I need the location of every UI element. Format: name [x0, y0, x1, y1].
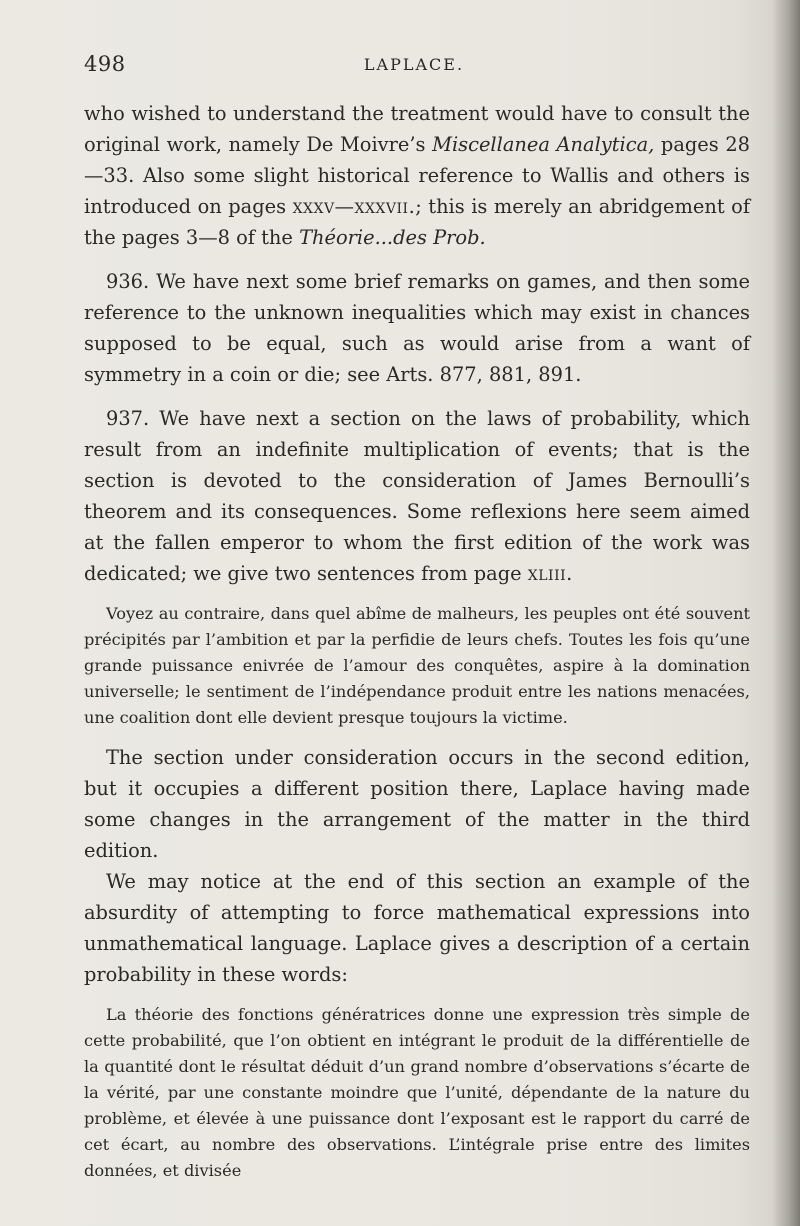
work-title: Miscellanea Analytica,: [432, 133, 655, 156]
page-number: 498: [84, 52, 126, 76]
roman-page-ref: xliii.: [527, 562, 573, 585]
work-title: Théorie...des Prob.: [299, 226, 486, 249]
body-text: [84, 98, 750, 1184]
paragraph-continuation: who wished to understand the treatment would have to consult the original work, namely De Moivre’s Miscellanea Analytica, pages 28—33. Also some slight historical reference to Wallis and others is introduced on pages xxxv—xxxvii.; this is merely an abridgement of the pages 3—8 of the Théorie...des Prob.: [84, 102, 750, 249]
roman-page-range: xxxv—xxxvii.: [292, 195, 416, 218]
article-936: 936. We have next some brief remarks on games, and then some reference to the unknown inequalities which may exist in chances supposed to be equal, such as would arise from a want of symmetry in a coin or die; see Arts. 877, 881, 891.: [84, 270, 750, 386]
article-937: 937. We have next a section on the laws of probability, which result from an indefinite multiplication of events; that is the section is devoted to the consideration of James Bernoulli’s theorem and its consequences. Some reflexions here seem aimed at the fallen emperor to whom the first edition of the work was dedicated; we give two sentences from page xliii.: [84, 407, 750, 585]
paragraph-notice: We may notice at the end of this section an example of the absurdity of attempting to force mathematical expressions into unmathematical language. Laplace gives a description of a certain probability in these words:: [84, 870, 750, 986]
french-quotation: Voyez au contraire, dans quel abîme de malheurs, les peuples ont été souvent précipités par l’ambition et par la perfidie de leurs chefs. Toutes les fois qu’une grande puissance enivrée de l’amour des conquêtes, aspire à la domination universelle; le sentiment de l’indépendance produit entre les nations menacées, une coalition dont elle devient presque toujours la victime.: [84, 604, 750, 727]
running-title: LAPLACE.: [363, 55, 465, 74]
page-header: [84, 52, 744, 84]
french-quotation: La théorie des fonctions génératrices donne une expression très simple de cette probabilité, que l’on obtient en intégrant le produit de la différentielle de la quantité dont le résultat déduit d’un grand nombre d’observations s’écarte de la vérité, par une constante moindre que l’unité, dépendante de la nature du problème, et élevée à une puissance dont l’exposant est le rapport du carré de cet écart, au nombre des observations. L’intégrale prise entre des limites données, et divisée: [84, 1005, 750, 1180]
paragraph-section: The section under consideration occurs in the second edition, but it occupies a different position there, Laplace having made some changes in the arrangement of the matter in the third edition.: [84, 746, 750, 862]
page-edge-shadow: [772, 0, 800, 1226]
